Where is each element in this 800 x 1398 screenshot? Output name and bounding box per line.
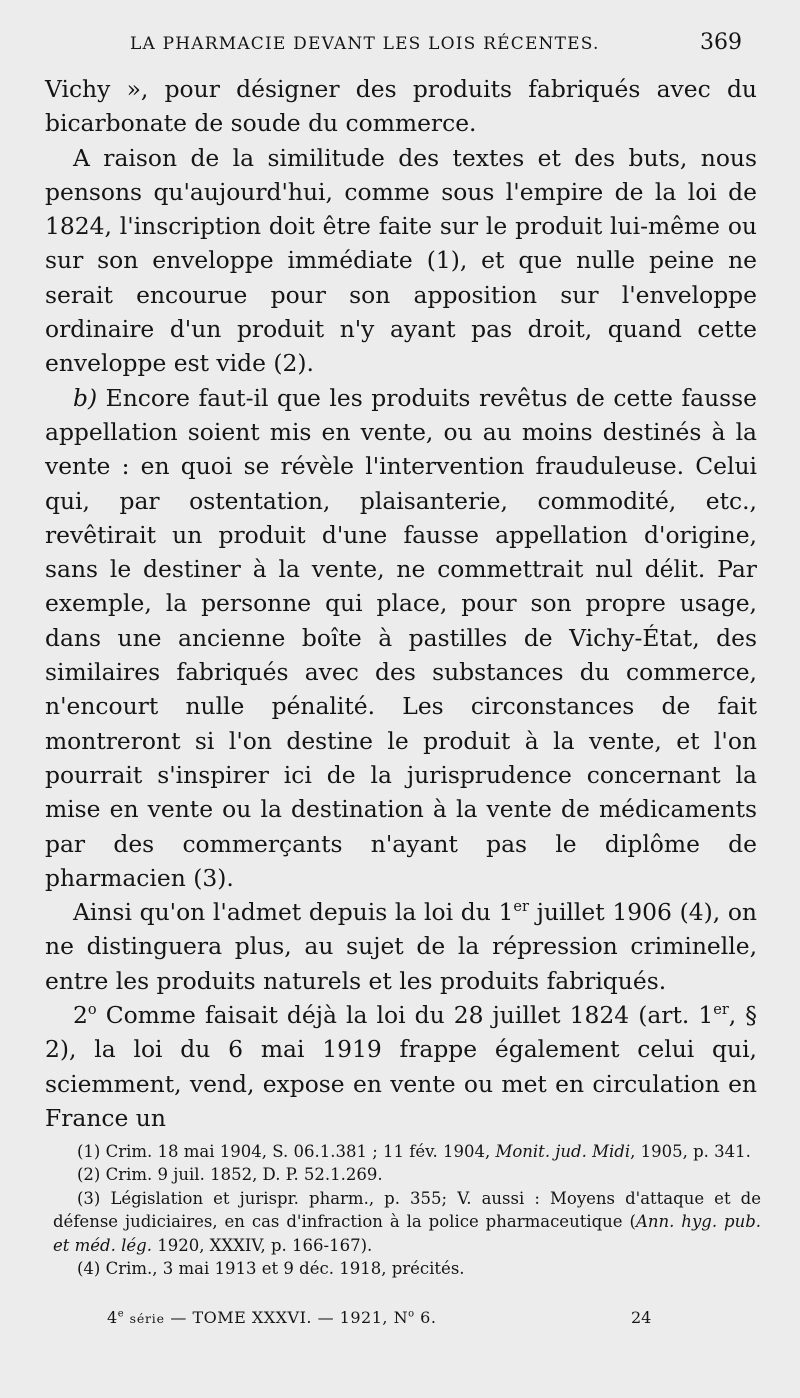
body-text <box>45 72 757 1135</box>
paragraph-similitude: A raison de la similitude des textes et des buts, nous pensons qu'aujourd'hui, comme sous l'empire de la loi de 1824, l'inscription doit être faite sur le produit lui-même ou sur son enveloppe immédiate (1), et que nulle peine ne serait encourue pour son apposition sur l'enveloppe ordinaire d'un produit n'y ayant pas droit, quand cette enveloppe est vide (2). <box>45 143 757 378</box>
paragraph-ainsi: Ainsi qu'on l'admet depuis la loi du 1er juillet 1906 (4), on ne distinguera plus, au sujet de la répression criminelle, entre les produits naturels et les produits fabriqués. <box>45 898 757 995</box>
page-number: 369 <box>700 30 742 55</box>
footnote-3: (3) Législation et jurispr. pharm., p. 355; V. aussi : Moyens d'attaque et de défense judiciaires, en cas d'infraction à la police pharmaceutique (Ann. hyg. pub. et méd. lég. 1920, XXXIV, p. 166-167). <box>53 1188 762 1255</box>
series-line: 4e série — TOME XXXVI. — 1921, $N^o$ 6. <box>107 1308 437 1327</box>
sheet-number: 24 <box>631 1308 652 1327</box>
page-header <box>0 30 800 60</box>
paragraph-2o: 2$^o$ Comme faisait déjà la loi du 28 juillet 1824 (art. 1er, § 2), la loi du 6 mai 1919 frappe également celui qui, sciemment, vend, expose en vente ou met en circulation en France un <box>45 1001 757 1132</box>
footnote-1: (1) Crim. 18 mai 1904, S. 06.1.381 ; 11 fév. 1904, Monit. jud. Midi, 1905, p. 341. <box>77 1142 751 1161</box>
footnotes <box>53 1140 761 1280</box>
footnote-2: (2) Crim. 9 juil. 1852, D. P. 52.1.269. <box>77 1165 383 1185</box>
footnote-4: (4) Crim., 3 mai 1913 et 9 déc. 1918, précités. <box>77 1259 465 1279</box>
paragraph-continuation: Vichy », pour désigner des produits fabriqués avec du bicarbonate de soude du commerce. <box>45 75 757 138</box>
item-label-b: b) <box>73 383 98 412</box>
running-title: LA PHARMACIE DEVANT LES LOIS RÉCENTES. <box>130 34 600 54</box>
paragraph-b: b) Encore faut-il que les produits revêtus de cette fausse appellation soient mis en vente, ou au moins destinés à la vente : en quoi se révèle l'intervention frauduleuse. Celui qui, par ostentation, plaisanterie, commodité, etc., revêtirait un produit d'une fausse appellation d'origine, sans le destiner à la vente, ne commettrait nul délit. Par exemple, la personne qui place, pour son propre usage, dans une ancienne boîte à pastilles de Vichy-État, des similaires fabriqués avec des substances du commerce, n'encourt nulle pénalité. Les circonstances de fait montreront si l'on destine le produit à la vente, et l'on pourrait s'inspirer ici de la jurisprudence concernant la mise en vente ou la destination à la vente de médicaments par des commerçants n'ayant pas le diplôme de pharmacien (3). <box>45 383 757 892</box>
printer-signature <box>0 1308 800 1334</box>
